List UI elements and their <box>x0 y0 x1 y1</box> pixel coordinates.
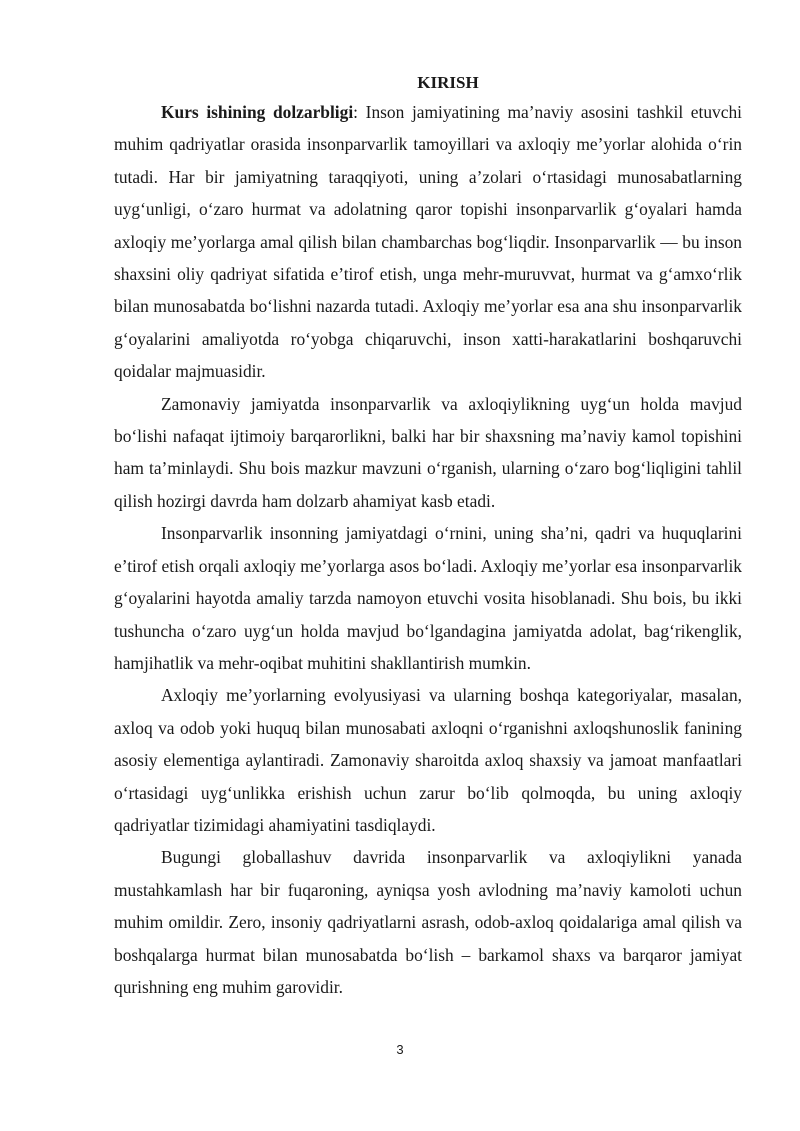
lead-term-text: Kurs ishining dolzarbligi <box>161 102 354 122</box>
page-number: 3 <box>396 1042 404 1057</box>
paragraph: Axloqiy me’yorlarning evolyusiyasi va ularning boshqa kategoriyalar, masalan, axloq va odob yoki huquq bilan munosabati axloqni o‘rganishni axloqshunoslik fanining asosiy elementiga aylantiradi. Zamonaviy sharoitda axloq shaxsiy va jamoat manfaatlari o‘rtasidagi uyg‘unlikka erishish uchun zarur bo‘lib qolmoqda, bu uning axloqiy qadriyatlar tizimidagi ahamiyatini tasdiqlaydi. <box>114 685 742 835</box>
paragraph-intro <box>114 96 742 388</box>
paragraph: Zamonaviy jamiyatda insonparvarlik va axloqiylikning uyg‘un holda mavjud bo‘lishi nafaqat ijtimoiy barqarorlikni, balki har bir shaxsning ma’naviy kamol topishini ham ta’minlaydi. Shu bois mazkur mavzuni o‘rganish, ularning o‘zaro bog‘liqligini tahlil qilish hozirgi davrda ham dolzarb ahamiyat kasb etadi. <box>114 393 742 511</box>
paragraph: Insonparvarlik insonning jamiyatdagi o‘rnini, uning sha’ni, qadri va huquqlarini e’tirof etish orqali axloqiy me’yorlarga asos bo‘ladi. Axloqiy me’yorlar esa insonparvarlik g‘oyalarini hayotda amaliy tarzda namoyon etuvchi vosita hisoblanadi. Shu bois, bu ikki tushuncha o‘zaro uyg‘un holda mavjud bo‘lgandagina jamiyatda adolat, bag‘rikenglik, hamjihatlik va mehr-oqibat muhitini shakllantirish mumkin. <box>114 523 742 673</box>
document-page <box>114 72 742 1003</box>
paragraph-intro-text: Inson jamiyatining ma’naviy asosini tashkil etuvchi muhim qadriyatlar orasida insonparvarlik tamoyillari va axloqiy me’yorlar alohida o‘rin tutadi. Har bir jamiyatning taraqqiyoti, uning a’zolari o‘rtasidagi munosabatlarning uyg‘unligi, o‘zaro hurmat va adolatning qaror topishi insonparvarlik g‘oyalari hamda axloqiy me’yorlarga amal qilish bilan chambarchas bog‘liqdir. Insonparvarlik — bu inson shaxsini oliy qadriyat sifatida e’tirof etish, unga mehr-muruvvat, hurmat va g‘amxo‘rlik bilan munosabatda bo‘lishni nazarda tutadi. Axloqiy me’yorlar esa ana shu insonparvarlik g‘oyalarini amaliyotda ro‘yobga chiqaruvchi, inson xatti-harakatlarini boshqaruvchi qoidalar majmuasidir. <box>114 102 742 382</box>
paragraph: Bugungi globallashuv davrida insonparvarlik va axloqiylikni yanada mustahkamlash har bir fuqaroning, ayniqsa yosh avlodning ma’naviy kamoloti uchun muhim omildir. Zero, insoniy qadriyatlarni asrash, odob-axloq qoidalariga amal qilish va boshqalarga hurmat bilan munosabatda bo‘lish – barkamol shaxs va barqaror jamiyat qurishning eng muhim garovidir. <box>114 847 742 997</box>
page-title: KIRISH <box>417 73 479 92</box>
lead-term <box>161 102 353 122</box>
lead-term-separator: : <box>353 102 358 122</box>
